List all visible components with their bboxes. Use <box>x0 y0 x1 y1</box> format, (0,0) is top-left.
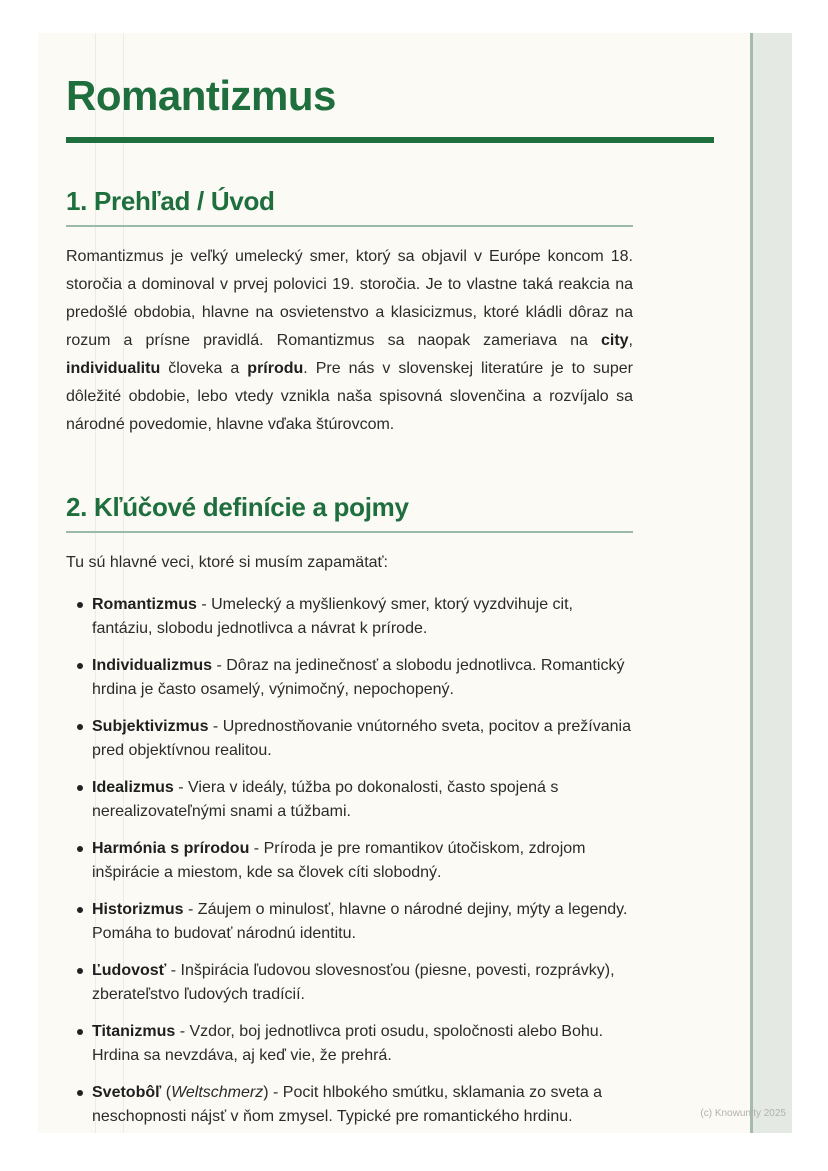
paragraph-text: Romantizmus je veľký umelecký smer, ktorý sa objavil v Európe koncom 18. storočia a dominoval v prvej polovici 19. storočia. Je to vlastne taká reakcia na predošlé obdobia, hlavne na osvietenstvo a klasicizmus, ktoré kládli dôraz na rozum a prísne pravidlá. Romantizmus sa naopak zameriava na <box>66 248 633 349</box>
term-description: - Inšpirácia ľudovou slovesnosťou (piesne, povesti, rozprávky), zberateľstvo ľudových tradícií. <box>92 962 615 1003</box>
list-item <box>66 776 633 824</box>
title-divider <box>66 137 714 143</box>
term-description: - Dôraz na jedinečnosť a slobodu jednotlivca. Romantický hrdina je často osamelý, výnimočný, nepochopený. <box>92 657 625 698</box>
term-description: - Príroda je pre romantikov útočiskom, zdrojom inšpirácie a miestom, kde sa človek cíti slobodný. <box>92 840 586 881</box>
document-content <box>66 33 633 1142</box>
term-label: Romantizmus <box>92 596 197 613</box>
term-label: Subjektivizmus <box>92 718 209 735</box>
bullet-icon <box>77 602 83 608</box>
document-title: Romantizmus <box>66 72 336 119</box>
term-label: Ľudovosť <box>92 962 167 979</box>
term-label: Titanizmus <box>92 1023 176 1040</box>
term-label: Harmónia s prírodou <box>92 840 250 857</box>
term-foreign-word: Weltschmerz <box>171 1084 264 1101</box>
section-2-heading: 2. Kľúčové definície a pojmy <box>66 492 409 522</box>
list-item <box>66 837 633 885</box>
paragraph-text: . Pre nás v slovenskej literatúre je to super dôležité obdobie, lebo vtedy vznikla naša spisovná slovenčina a rozvíjalo sa národné povedomie, hlavne vďaka štúrovcom. <box>66 360 634 433</box>
list-item <box>66 959 633 1007</box>
section-2-divider <box>66 531 633 533</box>
section-1-divider <box>66 225 633 227</box>
term-label: Individualizmus <box>92 657 213 674</box>
paragraph-text: , <box>628 332 633 349</box>
list-item <box>66 654 633 702</box>
bold-term: individualitu <box>66 360 161 377</box>
list-item <box>66 715 633 763</box>
list-item <box>66 1020 633 1068</box>
list-item <box>66 898 633 946</box>
copyright-footer: (c) Knowunity 2025 <box>700 1108 786 1119</box>
bullet-icon <box>77 907 83 913</box>
bullet-icon <box>77 846 83 852</box>
bullet-icon <box>77 1029 83 1035</box>
term-label: Svetobôľ <box>92 1084 162 1101</box>
page-edge-stripe <box>750 33 792 1133</box>
bullet-icon <box>77 968 83 974</box>
term-description: - Viera v ideály, túžba po dokonalosti, často spojená s nerealizovateľnými snami a túžbami. <box>92 779 559 820</box>
term-description: - Umelecký a myšlienkový smer, ktorý vyzdvihuje cit, fantáziu, slobodu jednotlivca a návrat k prírode. <box>92 596 573 637</box>
section-2-intro: Tu sú hlavné veci, ktoré si musím zapamätať: <box>66 554 388 571</box>
term-description: - Záujem o minulosť, hlavne o národné dejiny, mýty a legendy. Pomáha to budovať národnú identitu. <box>92 901 628 942</box>
list-item <box>66 593 633 641</box>
term-description: - Uprednostňovanie vnútorného sveta, pocitov a prežívania pred objektívnou realitou. <box>92 718 631 759</box>
bullet-icon <box>77 1090 83 1096</box>
term-description: - Vzdor, boj jednotlivca proti osudu, spoločnosti alebo Bohu. Hrdina sa nevzdáva, aj keď vie, že prehrá. <box>92 1023 604 1064</box>
bold-term: city <box>600 332 629 349</box>
terms-list <box>66 593 633 1129</box>
term-label: Historizmus <box>92 901 184 918</box>
term-text: ) <box>263 1084 269 1101</box>
term-description: - Pocit hlbokého smútku, sklamania zo sveta a neschopnosti nájsť v ňom zmysel. Typické pre romantického hrdinu. <box>92 1084 603 1125</box>
bullet-icon <box>77 663 83 669</box>
section-1-heading: 1. Prehľad / Úvod <box>66 186 275 216</box>
document-page <box>38 33 792 1133</box>
section-1-paragraph <box>66 243 633 439</box>
list-item <box>66 1081 633 1129</box>
term-text: ( <box>161 1084 172 1101</box>
paragraph-text: človeka a <box>160 360 248 377</box>
bullet-icon <box>77 785 83 791</box>
bullet-icon <box>77 724 83 730</box>
term-label: Idealizmus <box>92 779 174 796</box>
bold-term: prírodu <box>247 360 304 377</box>
